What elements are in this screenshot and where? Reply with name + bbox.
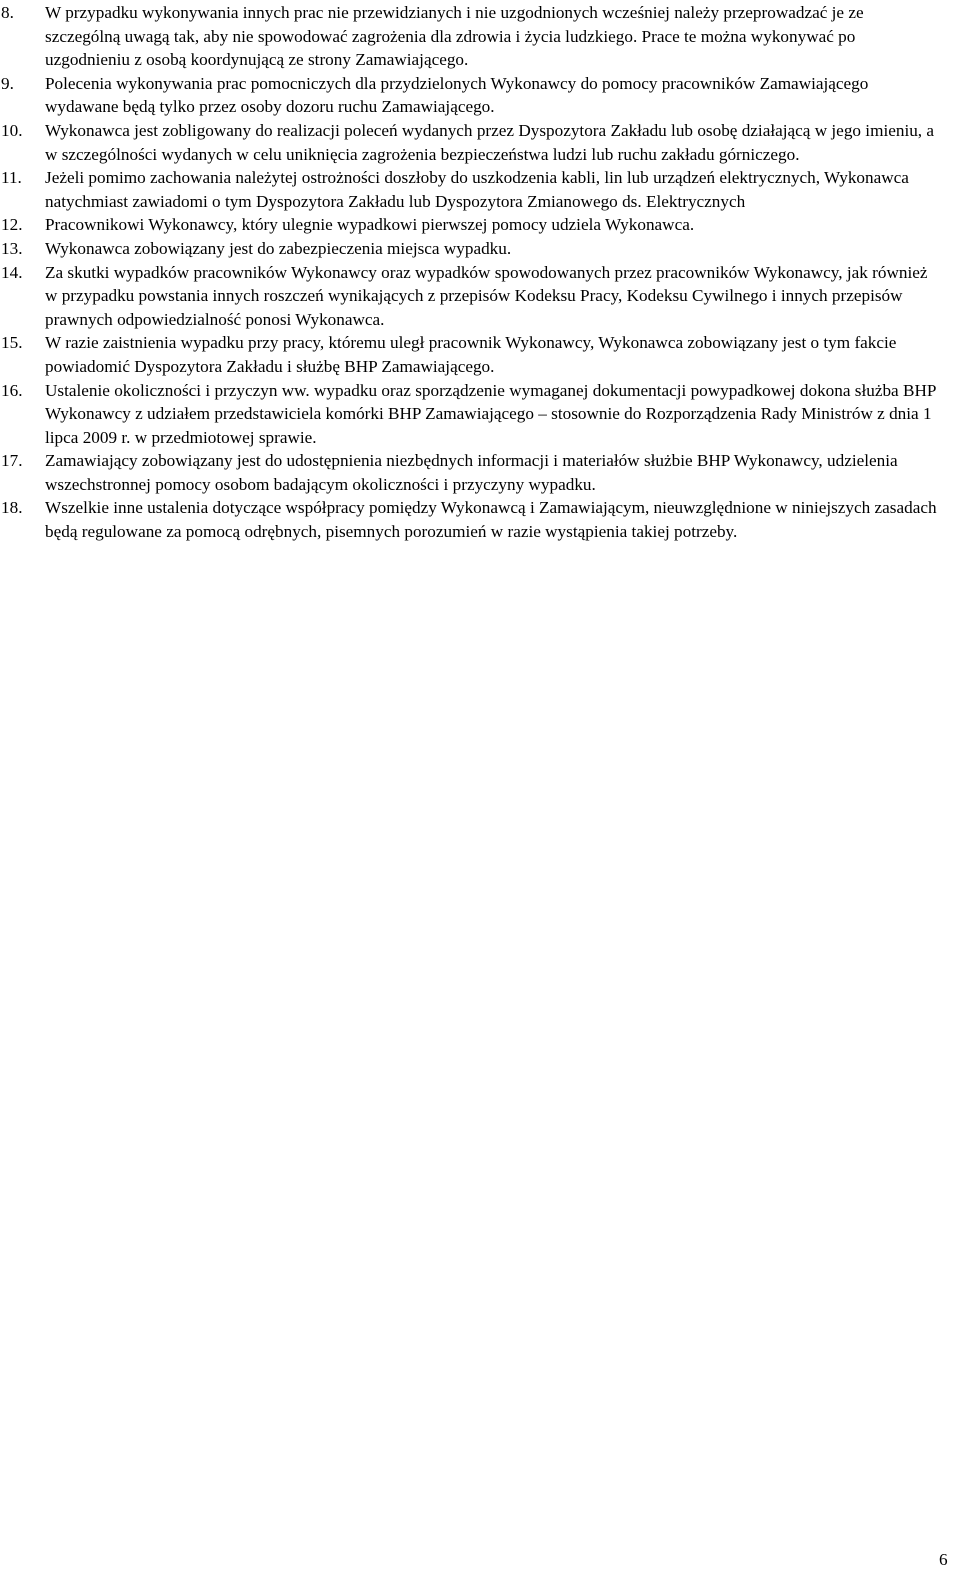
item-text: Wykonawca zobowiązany jest do zabezpieczenia miejsca wypadku. — [45, 238, 512, 258]
item-text: W przypadku wykonywania innych prac nie przewidzianych i nie uzgodnionych wcześniej należy przeprowadzać je ze szczególną uwagą tak, aby nie spowodować zagrożenia dla zdrowia i życia ludzkiego. Prace te można wykonywać po uzgodnieniu z osobą koordynującą ze strony Zamawiającego. — [45, 3, 864, 70]
page-number: 6 — [939, 1550, 948, 1569]
list-item — [0, 496, 960, 543]
list-item — [0, 237, 960, 261]
item-number: 8. — [1, 3, 14, 22]
numbered-list — [0, 1, 960, 544]
list-item — [0, 449, 960, 496]
item-text: Za skutki wypadków pracowników Wykonawcy oraz wypadków spowodowanych przez pracowników Wykonawcy, jak również w przypadku powstania innych roszczeń wynikających z przepisów Kodeksu Pracy, Kodeksu Cywilnego i innych przepisów prawnych odpowiedzialność ponosi Wykonawca. — [45, 262, 928, 329]
item-text: Zamawiający zobowiązany jest do udostępnienia niezbędnych informacji i materiałów służbie BHP Wykonawcy, udzielenia wszechstronnej pomocy osobom badającym okoliczności i przyczyny wypadku. — [45, 451, 898, 494]
list-item — [0, 119, 960, 166]
list-item — [0, 261, 960, 332]
item-number: 13. — [1, 238, 23, 258]
item-number: 17. — [1, 451, 23, 471]
item-text: Wykonawca jest zobligowany do realizacji poleceń wydanych przez Dyspozytora Zakładu lub osobę działającą w jego imieniu, a w szczególności wydanych w celu uniknięcia zagrożenia bezpieczeństwa ludzi lub ruchu zakładu górniczego. — [45, 120, 935, 164]
list-item — [0, 1, 960, 72]
item-number: 12. — [1, 215, 23, 235]
list-item — [0, 213, 960, 237]
item-number: 11. — [1, 168, 22, 188]
item-text: Wszelkie inne ustalenia dotyczące współpracy pomiędzy Wykonawcą i Zamawiającym, nieuwzględnione w niniejszych zasadach będą regulowane za pomocą odrębnych, pisemnych porozumień w razie wystąpienia takiej potrzeby. — [45, 498, 937, 542]
list-item — [0, 379, 960, 450]
item-text: W razie zaistnienia wypadku przy pracy, któremu uległ pracownik Wykonawcy, Wykonawca zobowiązany jest o tym fakcie powiadomić Dyspozytora Zakładu i służbę BHP Zamawiającego. — [45, 333, 897, 376]
item-text: Pracownikowi Wykonawcy, który ulegnie wypadkowi pierwszej pomocy udziela Wykonawca. — [45, 215, 695, 235]
list-item — [0, 331, 960, 378]
item-number: 18. — [1, 498, 23, 518]
item-number: 9. — [1, 73, 14, 93]
item-number: 10. — [1, 120, 23, 140]
item-number: 15. — [1, 333, 23, 353]
item-number: 14. — [1, 262, 23, 282]
item-text: Jeżeli pomimo zachowania należytej ostrożności doszłoby do uszkodzenia kabli, lin lub urządzeń elektrycznych, Wykonawca natychmiast zawiadomi o tym Dyspozytora Zakładu lub Dyspozytora Zmianowego ds. Elektrycznych — [45, 168, 909, 211]
item-text: Polecenia wykonywania prac pomocniczych dla przydzielonych Wykonawcy do pomocy pracowników Zamawiającego wydawane będą tylko przez osoby dozoru ruchu Zamawiającego. — [45, 73, 869, 117]
item-text: Ustalenie okoliczności i przyczyn ww. wypadku oraz sporządzenie wymaganej dokumentacji powypadkowej dokona służba BHP Wykonawcy z udziałem przedstawiciela komórki BHP Zamawiającego – stosownie do Rozporządzenia Rady Ministrów z dnia 1 lipca 2009 r. w przedmiotowej sprawie. — [45, 380, 936, 447]
item-number: 16. — [1, 380, 23, 400]
list-item — [0, 72, 960, 119]
list-item — [0, 166, 960, 213]
